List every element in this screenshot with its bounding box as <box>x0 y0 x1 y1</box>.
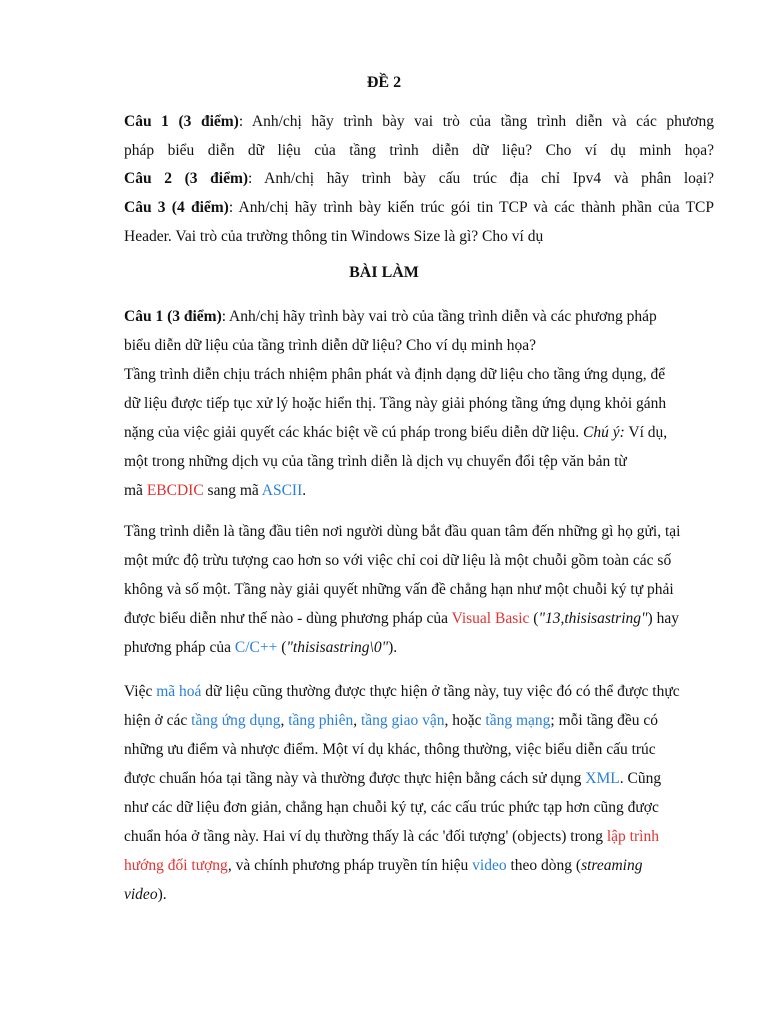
exam-questions <box>124 108 714 252</box>
application-layer-link[interactable]: tầng ứng dụng <box>191 712 281 729</box>
answer-paragraph-1: Tầng trình diễn chịu trách nhiệm phân phát và định dạng dữ liệu cho tầng ứng dụng, để dữ liệu được tiếp tục xử lý hoặc hiển thị. Tầng này giải phóng tầng ứng dụng khỏi gánh nặng của việc giải quyết các khác biệt về cú pháp trong biểu diễn dữ liệu. Chú ý: Ví dụ, một trong những dịch vụ của tầng trình diễn là dịch vụ chuyển đổi tệp văn bản từ mã EBCDIC sang mã ASCII. <box>124 366 668 499</box>
oop-link-part-2[interactable]: hướng đối tượng <box>124 857 228 874</box>
question-1-line-2: pháp biểu diễn dữ liệu của tầng trình diễn dữ liệu? Cho ví dụ minh họa? <box>124 141 714 159</box>
c-cpp-link[interactable]: C/C++ <box>234 639 278 656</box>
vb-string-example: "13,thisisastring" <box>538 610 648 627</box>
question-2-line: Câu 2 (3 điểm): Anh/chị hãy trình bày cấu trúc địa chỉ Ipv4 và phân loại? <box>124 170 714 188</box>
video-term: video <box>124 886 158 903</box>
question-2-heading: Câu 2 (3 điểm) <box>124 170 249 188</box>
video-link[interactable]: video <box>472 857 507 874</box>
answer-paragraph-2: Tầng trình diễn là tầng đầu tiên nơi người dùng bắt đầu quan tâm đến những gì họ gửi, tại một mức độ trừu tượng cao hơn so với việc chỉ coi dữ liệu là một chuỗi gồm toàn các số không và số một. Tầng này giải quyết những vấn đề chẳng hạn như một chuỗi ký tự phải được biểu diễn như thế nào - dùng phương pháp của Visual Basic ("13,thisisastring") hay phương pháp của C/C++ ("thisisastring\0"). <box>124 523 681 656</box>
note-label: Chú ý: <box>583 424 625 441</box>
question-3-line-1: Câu 3 (4 điểm): Anh/chị hãy trình bày kiến trúc gói tin TCP và các thành phần của TCP <box>124 199 715 217</box>
ascii-link[interactable]: ASCII <box>261 482 303 499</box>
answer-title: BÀI LÀM <box>349 264 419 281</box>
transport-layer-link[interactable]: tầng giao vận <box>361 712 445 729</box>
session-layer-link[interactable]: tầng phiên <box>288 712 354 729</box>
c-string-example: "thisisastring\0" <box>286 639 389 656</box>
exam-title: ĐỀ 2 <box>366 74 402 91</box>
answer-question-heading: Câu 1 (3 điểm) <box>124 308 222 325</box>
encryption-link[interactable]: mã hoá <box>156 683 202 700</box>
question-3-heading: Câu 3 (4 điểm) <box>124 199 229 217</box>
streaming-term: streaming <box>581 857 643 874</box>
visual-basic-link[interactable]: Visual Basic <box>451 610 530 627</box>
ebcdic-link[interactable]: EBCDIC <box>146 482 204 499</box>
answer-paragraph-3: Việc mã hoá dữ liệu cũng thường được thực hiện ở tầng này, tuy việc đó có thể được thực hiện ở các tầng ứng dụng, tầng phiên, tầng giao vận, hoặc tầng mạng; mỗi tầng đều có những ưu điểm và nhược điểm. Một ví dụ khác, thông thường, việc biểu diễn cấu trúc được chuẩn hóa tại tầng này và thường được thực hiện bằng cách sử dụng XML. Cũng như các dữ liệu đơn giản, chẳng hạn chuỗi ký tự, các cấu trúc phức tạp hơn cũng được chuẩn hóa ở tầng này. Hai ví dụ thường thấy là các 'đối tượng' (objects) trong lập trình hướng đối tượng, và chính phương pháp truyền tín hiệu video theo dòng (streaming video). <box>124 683 680 903</box>
oop-link-part-1[interactable]: lập trình <box>606 828 659 845</box>
question-3-line-2: Header. Vai trò của trường thông tin Windows Size là gì? Cho ví dụ <box>124 227 544 245</box>
network-layer-link[interactable]: tầng mạng <box>485 712 551 729</box>
question-1-heading: Câu 1 (3 điểm) <box>124 113 239 130</box>
xml-link[interactable]: XML <box>585 770 620 787</box>
answer-question: Câu 1 (3 điểm): Anh/chị hãy trình bày vai trò của tầng trình diễn và các phương pháp biểu diễn dữ liệu của tầng trình diễn dữ liệu? Cho ví dụ minh họa? <box>124 308 657 354</box>
question-1-line-1: Câu 1 (3 điểm): Anh/chị hãy trình bày vai trò của tầng trình diễn và các phương <box>124 113 714 130</box>
